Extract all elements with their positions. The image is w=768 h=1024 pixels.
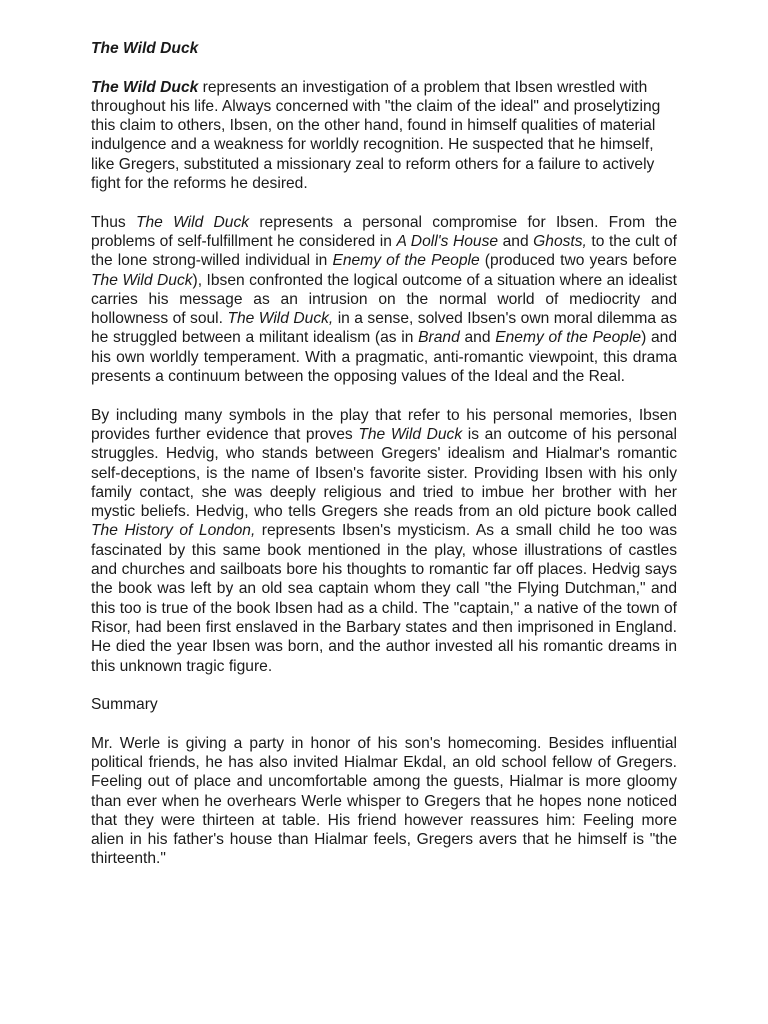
italic-title: The Wild Duck,	[227, 310, 334, 328]
paragraph-compromise	[91, 213, 677, 387]
intro-bold-title: The Wild Duck	[91, 78, 199, 96]
italic-title: The Wild Duck	[358, 425, 463, 443]
text-run: ), Ibsen confronted the logical outcome of a situation where an idealist carries his message as an intrusion on the normal world of mediocrity and hollowness of soul.	[91, 271, 678, 328]
paragraph-summary: Mr. Werle is giving a party in honor of his son's homecoming. Besides influential political friends, he has also invited Hialmar Ekdal, an old school fellow of Gregers. Feeling out of place and uncomfortable among the guests, Hialmar is more gloomy than ever when he overhears Werle whisper to Gregers that he hopes none noticed that they were thirteen at table. His friend however reassures him: Feeling more alien in his father's house than Hialmar feels, Gregers avers that he himself is "the thirteenth."	[91, 734, 677, 868]
italic-title: Brand	[418, 329, 460, 347]
text-run: ) and his own worldly temperament. With a pragmatic, anti-romantic viewpoint, this drama presents a continuum between the opposing values of the Ideal and the Real.	[91, 329, 678, 386]
text-run: in a sense, solved Ibsen's own moral dilemma as he struggled between a militant idealism (as in	[91, 310, 677, 347]
document-page	[91, 39, 677, 869]
text-run: (produced two years before	[479, 252, 677, 270]
italic-title: Enemy of the People	[495, 329, 642, 347]
italic-title: The History of London,	[91, 522, 256, 540]
paragraph-symbols	[91, 406, 677, 676]
intro-text: represents an investigation of a problem that Ibsen wrestled with throughout his life. Always concerned with "the claim of the ideal" and proselytizing this claim to others, Ibsen, on the other hand, found in himself qualities of material indulgence and a weakness for worldly recognition. He suspected that he himself, like Gregers, substituted a missionary zeal to reform others for a failure to actively fight for the reforms he desired.	[91, 78, 661, 193]
text-run: Thus	[91, 213, 136, 231]
text-run: and	[459, 329, 496, 347]
italic-title: A Doll's House	[396, 232, 499, 250]
text-run: By including many symbols in the play that refer to his personal memories, Ibsen provides further evidence that proves	[91, 406, 677, 443]
italic-title: The Wild Duck	[135, 213, 250, 231]
text-run: and	[498, 232, 534, 250]
text-run: represents a personal compromise for Ibsen. From the problems of self-fulfillment he considered in	[91, 213, 678, 250]
summary-heading: Summary	[91, 696, 158, 714]
italic-title: The Wild Duck	[91, 271, 193, 289]
italic-title: Enemy of the People	[332, 252, 480, 270]
text-run: represents Ibsen's mysticism. As a small child he too was fascinated by this same book mentioned in the play, whose illustrations of castles and churches and sailboats bore his thoughts to romantic far off places. Hedvig says the book was left by an old sea captain whom they call "the Flying Dutchman," and this too is true of the book Ibsen had as a child. The "captain," a native of the town of Risor, had been first enslaved in the Barbary states and then imprisoned in England. He died the year Ibsen was born, and the author invested all his romantic dreams in this unknown tragic figure.	[91, 522, 677, 675]
text-run: is an outcome of his personal struggles. Hedvig, who stands between Gregers' idealism and Hialmar's romantic self-deceptions, is the name of Ibsen's favorite sister. Providing Ibsen with his only family contact, she was deeply religious and tried to imbue her brother with her mystic beliefs. Hedvig, who tells Gregers she reads from an old picture book called	[91, 425, 678, 521]
italic-title: Ghosts,	[533, 232, 587, 250]
paragraph-intro	[91, 78, 677, 194]
document-title: The Wild Duck	[91, 40, 199, 57]
text-run: to the cult of the lone strong-willed individual in	[91, 232, 677, 270]
